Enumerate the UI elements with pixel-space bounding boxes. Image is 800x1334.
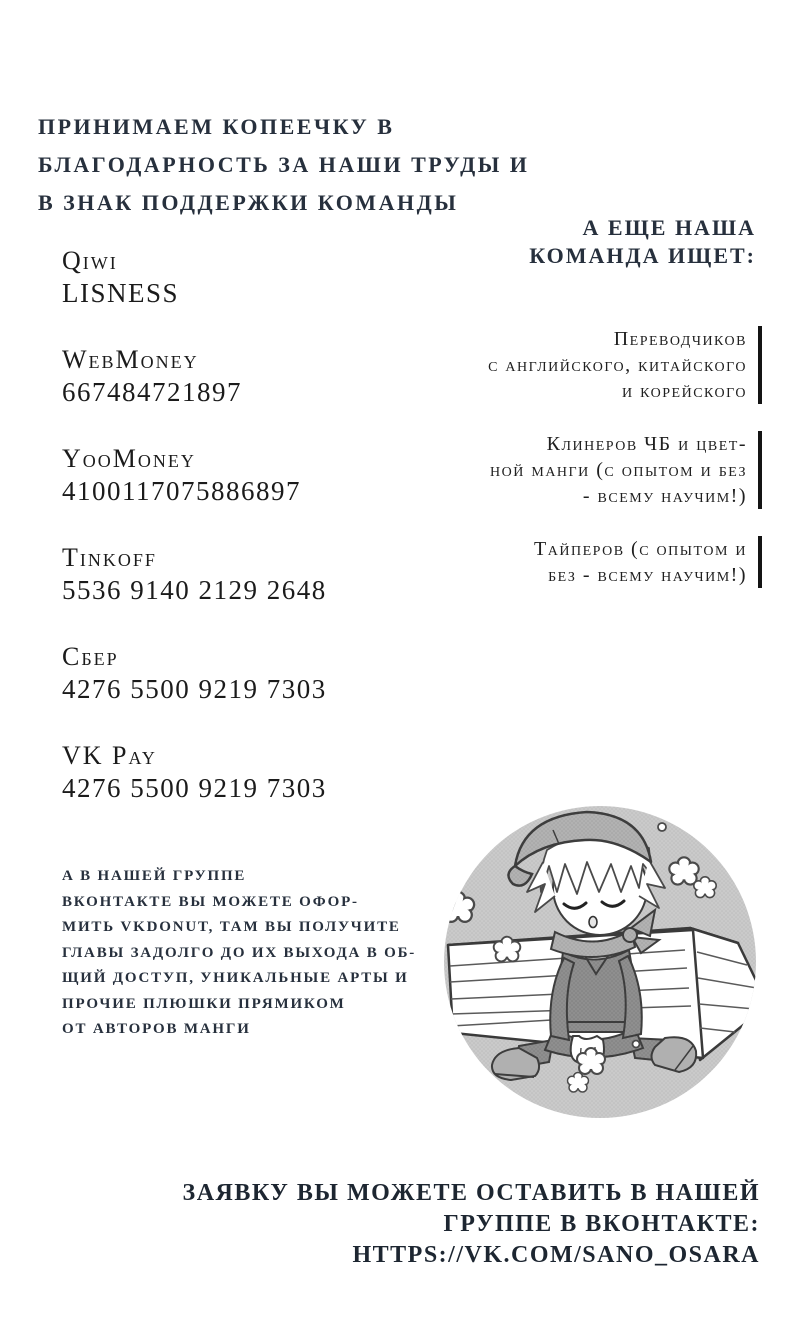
payment-label: Tinkoff	[62, 543, 157, 572]
vk-note-line: ГЛАВЫ ЗАДОЛГО ДО ИХ ВЫХОДА В ОБ-	[62, 944, 417, 961]
vacancy-line: с английского, китайского	[488, 354, 747, 376]
vacancy-line: Клинеров ЧБ и цвет-	[546, 433, 747, 455]
donation-header-line: В ЗНАК ПОДДЕРЖКИ КОМАНДЫ	[38, 190, 459, 215]
payment-label: VK Pay	[62, 741, 157, 770]
vk-note-line: А В НАШЕЙ ГРУППЕ	[62, 868, 247, 884]
payment-item-sber	[62, 640, 402, 706]
application-footer	[38, 1178, 760, 1271]
chibi-on-book-svg	[435, 800, 765, 1125]
payment-label: WebMoney	[62, 345, 199, 374]
bubble-dot	[633, 1041, 640, 1048]
donation-header-line: БЛАГОДАРНОСТЬ ЗА НАШИ ТРУДЫ И	[38, 152, 530, 177]
footer-line: ГРУППЕ В ВКОНТАКТЕ: HTTPS://VK.COM/SANO_OSARA	[352, 1211, 760, 1268]
vacancy-line: ной манги (с опытом и без	[490, 459, 747, 481]
mouth	[589, 917, 597, 928]
vacancy-line: и корейского	[622, 380, 747, 402]
payment-value: 5536 9140 2129 2648	[62, 575, 327, 605]
payment-value: 4276 5500 9219 7303	[62, 674, 327, 704]
vacancy-line: Переводчиков	[613, 328, 747, 350]
payment-value: LISNESS	[62, 278, 180, 308]
vacancy-typesetters	[342, 536, 762, 588]
payment-label: YooMoney	[62, 444, 196, 473]
donation-header-line: ПРИНИМАЕМ КОПЕЕЧКУ В	[38, 114, 395, 139]
vk-note-line: ЩИЙ ДОСТУП, УНИКАЛЬНЫЕ АРТЫ И	[62, 970, 409, 986]
recruiting-title-line: А ЕЩЕ НАША	[582, 215, 756, 240]
vk-note-line: ОТ АВТОРОВ МАНГИ	[62, 1021, 251, 1037]
vk-note-line: МИТЬ VKDONUT, ТАМ ВЫ ПОЛУЧИТЕ	[62, 919, 401, 935]
vacancy-cleaners	[342, 431, 762, 509]
vacancy-line: Тайперов (с опытом и	[534, 538, 747, 560]
vk-donut-note	[62, 864, 422, 1043]
vk-note-line: ВКОНТАКТЕ ВЫ МОЖЕТЕ ОФОР-	[62, 893, 359, 910]
payment-label: Сбер	[62, 642, 119, 671]
vacancy-line: без - всему научим!)	[548, 564, 747, 586]
payment-value: 667484721897	[62, 377, 242, 407]
footer-line: ЗАЯВКУ ВЫ МОЖЕТЕ ОСТАВИТЬ В НАШЕЙ	[182, 1180, 760, 1206]
bubble-dot	[658, 823, 666, 831]
vacancy-translators	[342, 326, 762, 404]
donation-header	[38, 108, 578, 222]
vk-note-line: ПРОЧИЕ ПЛЮШКИ ПРЯМИКОМ	[62, 995, 346, 1012]
recruiting-panel	[342, 214, 762, 615]
vacancy-line: - всему научим!)	[582, 485, 747, 507]
payment-value: 4276 5500 9219 7303	[62, 773, 327, 803]
recruiting-title	[342, 214, 756, 270]
payment-item-vkpay	[62, 739, 402, 805]
payment-value: 4100117075886897	[62, 476, 301, 506]
payment-label: Qiwi	[62, 246, 118, 275]
chibi-on-book-illustration	[435, 800, 765, 1125]
recruiting-title-line: КОМАНДА ИЩЕТ:	[529, 243, 756, 268]
